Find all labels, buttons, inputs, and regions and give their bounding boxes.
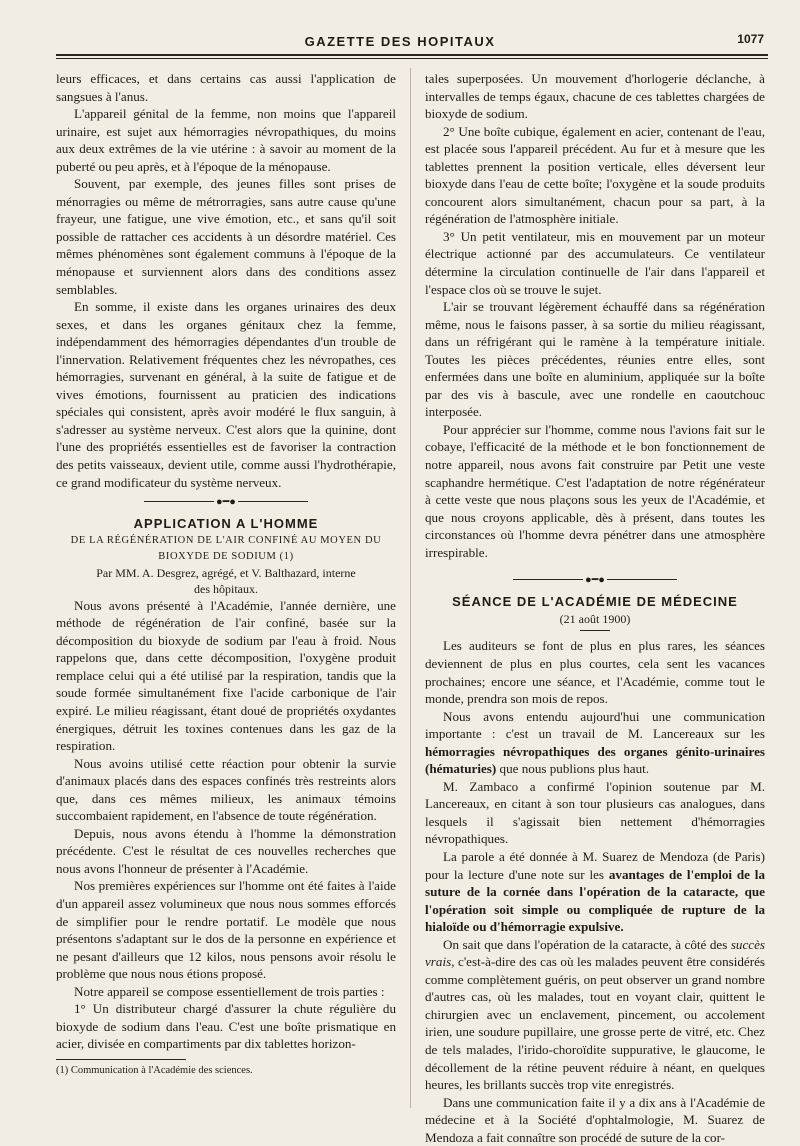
- italic-text: succès vrais: [425, 936, 765, 970]
- left-column: [56, 70, 396, 1110]
- paragraph: 3° Un petit ventilateur, mis en mouvement par un moteur électrique actionné par des accumulateurs. Ce ventilateur détermine la circulation continuelle de l'air dans l'appareil et l'espace clos où se trouve le sujet.: [425, 228, 765, 297]
- article-authors-cont: des hôpitaux.: [194, 581, 258, 596]
- paragraph: M. Zambaco a confirmé l'opinion soutenue par M. Lancereaux, en citant à son tour plusieurs cas analogues, dans lesquels il s'agissait bien nettement d'hémorragies névropathiques.: [425, 778, 765, 847]
- paragraph: leurs efficaces, et dans certains cas aussi l'application de sangsues à l'anus.: [56, 71, 396, 104]
- text-run: Nous avons entendu aujourd'hui une communication importante : c'est un travail de M. Lancereaux sur les: [425, 708, 765, 742]
- paragraph: L'air se trouvant légèrement échauffé dans sa régénération même, nous le faisons passer, à sa sortie du milieu réagissant, dans un réfrigérant qui le ramène à la température initiale. Toutes les pièces précédentes, réunies entre elles, sont enfermées dans une boîte en aluminium, appliquée sur la boîte par des vis à bascule, avec une rondelle en caoutchouc interposée.: [425, 299, 765, 420]
- page-header-title: GAZETTE DES HOPITAUX: [304, 34, 496, 49]
- paragraph: Souvent, par exemple, des jeunes filles sont prises de ménorragies ou même de métrorragies, sans autre cause qu'une frayeur, une fatigue, une vive émotion, etc., et sans qu'il soit possible de rattacher ces accidents à un désordre matériel. Ces mêmes phénomènes sont également communs à l'époque de la ménopause et surviennent alors dans des conditions assez semblables.: [56, 176, 396, 297]
- footnote: (1) Communication à l'Académie des sciences.: [56, 1064, 253, 1076]
- section-subtitle: DE LA RÉGÉNÉRATION DE L'AIR CONFINÉ AU MOYEN DU BIOXYDE DE SODIUM (1): [70, 534, 382, 562]
- section-ornament: ●━●: [56, 491, 396, 511]
- section-title: APPLICATION A L'HOMME: [133, 516, 319, 532]
- column-divider: [410, 68, 411, 1108]
- paragraph: Les auditeurs se font de plus en plus rares, les séances deviennent de plus en plus courtes, cela sent les vacances prochaines; encore une séance, et l'Académie, comme tout le monde, prendra son mois de repos.: [425, 638, 765, 707]
- paragraph: Nous avons présenté à l'Académie, l'année dernière, une méthode de régénération de l'air confiné, basée sur la décomposition du bioxyde de sodium par l'eau à froid. Nous rappelons que, dans cette décomposition, l'oxygène produit remplace celui qui a été utilisé par la respiration, tandis que la soude formée simultanément fixe l'acide carbonique de l'air expiré. Le milieu réagissant, étant doué de propriétés oxydantes énergiques, détruit les toxines contenues dans les gaz de la respiration.: [56, 597, 396, 754]
- section-title: SÉANCE DE L'ACADÉMIE DE MÉDECINE: [452, 594, 738, 610]
- paragraph: [425, 848, 765, 936]
- paragraph: Notre appareil se compose essentiellement de trois parties :: [74, 983, 385, 999]
- text-run: , c'est-à-dire des cas où les malades peuvent être considérés comme complètement guéris, on peut observer un grand nombre d'autres cas, où les malades, tout en voyant clair, quittent le chirurgien avec un enclavement, pincement, ou accolement irien, une soudure pupillaire, une grosse perte de vitré, etc. Chez de tels malades, l'irido-choroïdite suppurative, le glaucome, le décollement de la rétine peuvent réduire à néant, en quelques heures, les brillants succès trop vite enregistrés.: [425, 954, 765, 1093]
- article-authors: Par MM. A. Desgrez, agrégé, et V. Balthazard, interne: [96, 565, 356, 580]
- paragraph: L'appareil génital de la femme, non moins que l'appareil urinaire, est sujet aux hémorragies névropathiques, du moins aux deux extrêmes de la vie utérine : à savoir au moment de la puberté ou peu après, et à l'époque de la ménopause.: [56, 106, 396, 174]
- bold-text: hémorragies névropathiques des organes génito-urinaires (hématuries): [425, 743, 765, 777]
- paragraph: 2° Une boîte cubique, également en acier, contenant de l'eau, est placée sous l'appareil précédent. Au fur et à mesure que les tablettes prennent la position verticale, elles déversent leur bioxyde dans l'eau de cette boîte; l'oxygène et la soude produits concourent alors simultanément, chacun pour sa part, à la régénération de l'atmosphère initiale.: [425, 123, 765, 227]
- paragraph: Depuis, nous avons étendu à l'homme la démonstration précédente. C'est le résultat de ces nouvelles recherches que nous avons l'honneur de présenter à l'Académie.: [56, 825, 396, 876]
- header-rule-thick: [56, 54, 768, 56]
- footnote-rule: [56, 1059, 186, 1060]
- paragraph: [425, 708, 765, 778]
- text-run: La parole a été donnée à M. Suarez de Mendoza (de Paris) pour la lecture d'une note sur les: [425, 848, 765, 882]
- text-run: On sait que dans l'opération de la cataracte, à côté des: [443, 936, 731, 952]
- short-rule: [580, 630, 610, 631]
- paragraph: tales superposées. Un mouvement d'horlogerie déclanche, à intervalles de temps égaux, chacune de ces tablettes chargées de bioxyde de sodium.: [425, 71, 765, 122]
- paragraph: Nos premières expériences sur l'homme ont été faites à l'aide d'un appareil assez volumineux que nous nous sommes efforcés de simplifier pour le rendre portatif. Le modèle que nous présentons s'adaptant sur le dos de la personne en expérience et ne pesant d'ailleurs que 12 kilos, nous pensons avoir résolu le problème que nous nous étions proposé.: [56, 878, 396, 982]
- paragraph: Nous avoins utilisé cette réaction pour obtenir la survie d'animaux placés dans des espaces confinés très restreints alors que, dans ces mêmes milieux, les animaux témoins succombaient rapidement, en l'absence de toute régénération.: [56, 755, 396, 824]
- paragraph: [425, 936, 765, 1094]
- paragraph: En somme, il existe dans les organes urinaires des deux sexes, et dans les organes génitaux chez la femme, indépendamment des hémorragies dépendantes d'un trouble de l'innervation. Relativement fréquentes chez les névropathes, ces hémorragies, survenant en général, à la suite de fatigue et de vives émotions, fournissent au praticien des indications spéciales qui consistent, après avoir modéré le flux sanguin, à s'adresser au système nerveux. C'est alors que la quinine, dont l'une des propriétés essentielles est de favoriser la contraction des petits vaisseaux, devient utile, comme aussi l'hydrothérapie, ce grand modificateur du système nerveux.: [56, 299, 396, 490]
- section-date: (21 août 1900): [559, 611, 631, 626]
- bold-text: avantages de l'emploi de la suture de la cornée dans l'opération de la cataracte, que l'opération soit simple ou compliquée de rupture de la hialoïde ou d'hémorragie expulsive.: [425, 866, 765, 935]
- header-rule-thin: [56, 58, 768, 59]
- section-ornament: ●━●: [425, 569, 765, 589]
- text-run: que nous publions plus haut.: [496, 761, 650, 777]
- paragraph: Pour apprécier sur l'homme, comme nous l'avions fait sur le cobaye, l'efficacité de la méthode et le bon fonctionnement de notre appareil, nous avons fait construire par Petit une veste scaphandre hermétique. C'est l'adaptation de notre régénérateur à cette veste que nous plaçons sous les yeux de l'Académie, et que nous croyons applicable, dès à présent, dans toutes les circonstances où l'homme devra pénétrer dans une atmosphère irrespirable.: [425, 421, 765, 560]
- page-number: 1077: [737, 32, 764, 46]
- paragraph: 1° Un distributeur chargé d'assurer la chute régulière du bioxyde de sodium dans l'eau. C'est une boîte prismatique en acier, divisée en compartiments par dix tablettes horizon-: [56, 1001, 396, 1052]
- paragraph: Dans une communication faite il y a dix ans à l'Académie de médecine et à la Société d'ophtalmologie, M. Suarez de Mendoza a fait connaître son procédé de suture de la cor-: [425, 1094, 765, 1145]
- right-column: [425, 70, 765, 1145]
